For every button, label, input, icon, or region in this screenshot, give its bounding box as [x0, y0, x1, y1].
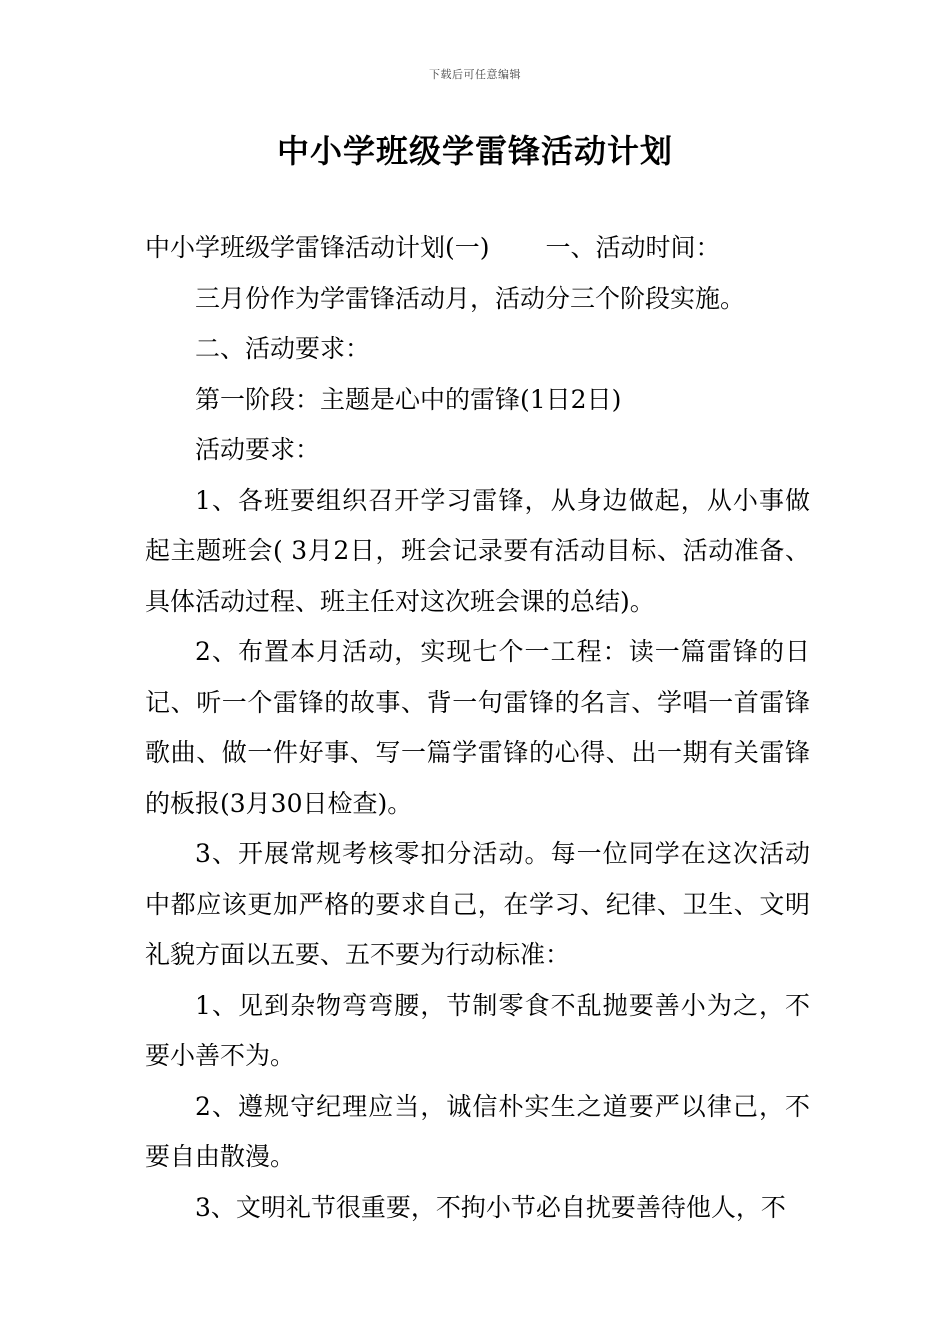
- section-item: 一、活动时间：: [545, 233, 721, 262]
- paragraph: 活动要求：: [195, 435, 321, 464]
- paragraph: 3、开展常规考核零扣分活动。每一位同学在这次活动中都应该更加严格的要求自己，在学习、纪律、卫生、文明礼貌方面以五要、五不要为行动标准：: [145, 839, 810, 969]
- paragraph: 二、活动要求：: [195, 334, 371, 363]
- header-note: 下载后可任意编辑: [429, 68, 521, 81]
- paragraph: 2、遵规守纪理应当，诚信朴实生之道要严以律己，不要自由散漫。: [145, 1091, 810, 1171]
- section-heading: 中小学班级学雷锋活动计划(一): [145, 233, 490, 262]
- paragraph: 第一阶段：主题是心中的雷锋(1日2日): [195, 384, 622, 414]
- document-title: 中小学班级学雷锋活动计划: [276, 132, 673, 170]
- paragraph: 2、布置本月活动，实现七个一工程：读一篇雷锋的日记、听一个雷锋的故事、背一句雷锋的名言、学唱一首雷锋歌曲、做一件好事、写一篇学雷锋的心得、出一期有关雷锋的板报(3月30日检查)。: [145, 637, 810, 818]
- document-body: [145, 223, 810, 1233]
- spacer: [490, 223, 546, 274]
- section-heading-line: [145, 223, 810, 274]
- paragraph: 1、见到杂物弯弯腰，节制零食不乱抛要善小为之，不要小善不为。: [145, 990, 810, 1070]
- paragraph: 1、各班要组织召开学习雷锋，从身边做起，从小事做起主题班会( 3月2日，班会记录要有活动目标、活动准备、具体活动过程、班主任对这次班会课的总结)。: [145, 485, 810, 616]
- paragraph: 3、文明礼节很重要，不拘小节必自扰要善待他人，不: [195, 1192, 786, 1222]
- paragraph: 三月份作为学雷锋活动月，活动分三个阶段实施。: [195, 283, 746, 313]
